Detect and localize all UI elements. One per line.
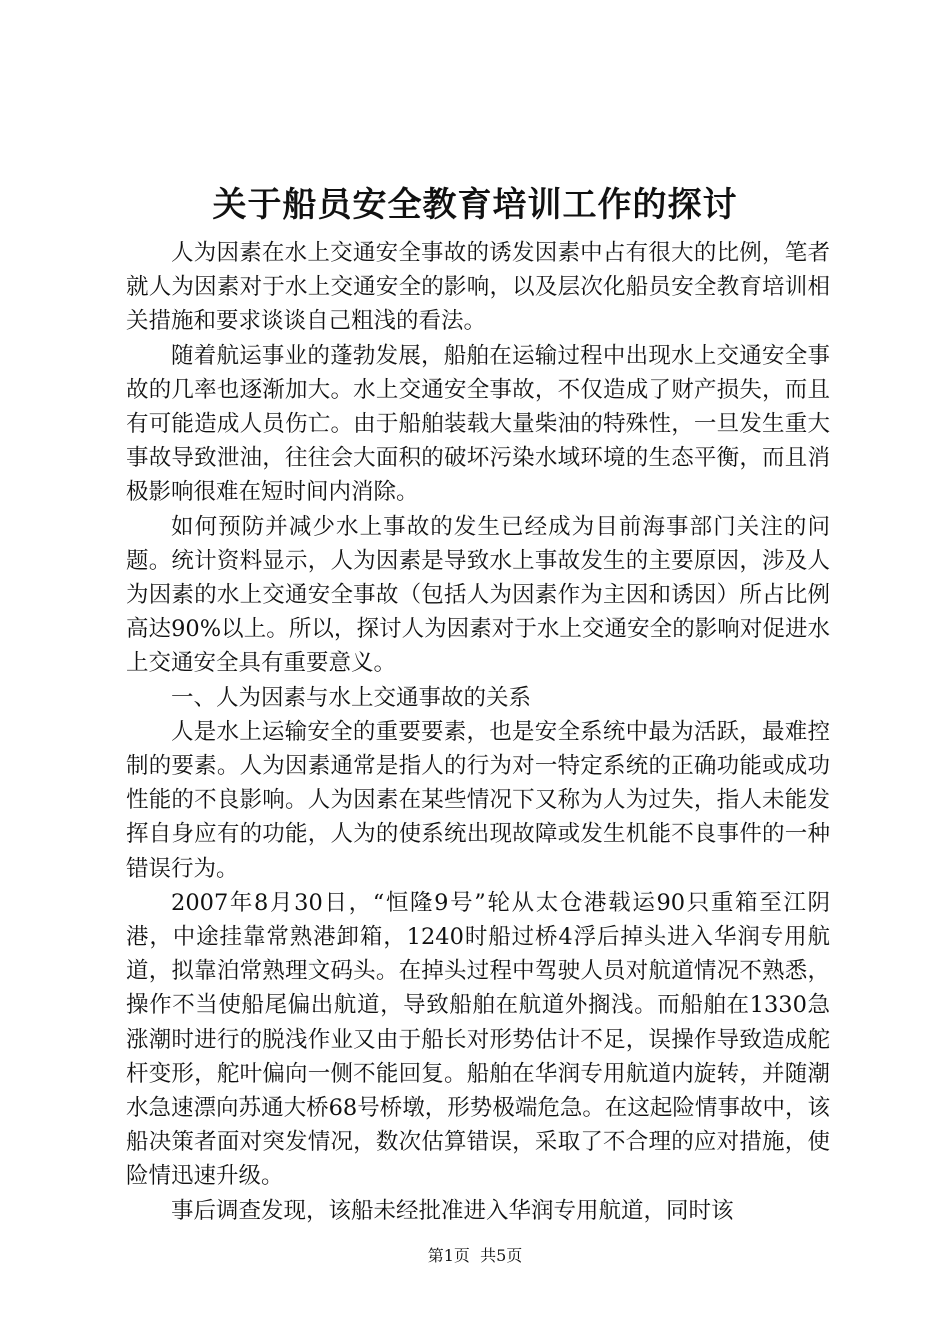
section-heading-1: 一、人为因素与水上交通事故的关系 xyxy=(171,684,532,711)
document-title: 关于船员安全教育培训工作的探讨 xyxy=(212,185,738,225)
paragraph-case-study: 2007年8月30日，“恒隆9号”轮从太仓港载运90只重箱至江阴港，中途挂靠常熟港卸箱，1240时船过桥4浮后掉头进入华润专用航道，拟靠泊常熟理文码头。在掉头过程中驾驶人员对航道情况不熟悉，操作不当使船尾偏出航道，导致船舶在航道外搁浅。而船舶在1330急涨潮时进行的脱浅作业又由于船长对形势估计不足，误操作导致造成舵杆变形，舵叶偏向一侧不能回复。船舶在华润专用航道内旋转，并随潮水急速漂向苏通大桥68号桥墩，形势极端危急。在这起险情事故中，该船决策者面对突发情况，数次估算错误，采取了不合理的应对措施，使险情迅速升级。 xyxy=(126,889,830,1190)
page-number: 第1页 xyxy=(427,1246,470,1265)
document-body xyxy=(126,236,830,1228)
paragraph-intro: 人为因素在水上交通安全事故的诱发因素中占有很大的比例，笔者就人为因素对于水上交通安全的影响，以及层次化船员安全教育培训相关措施和要求谈谈自己粗浅的看法。 xyxy=(126,240,830,335)
paragraph-background: 随着航运事业的蓬勃发展，船舶在运输过程中出现水上交通安全事故的几率也逐渐加大。水上交通安全事故，不仅造成了财产损失，而且有可能造成人员伤亡。由于船舶装载大量柴油的特殊性，一旦发生重大事故导致泄油，往往会大面积的破坏污染水域环境的生态平衡，而且消极影响很难在短时间内消除。 xyxy=(126,342,830,506)
paragraph-human-factor: 人是水上运输安全的重要要素，也是安全系统中最为活跃，最难控制的要素。人为因素通常是指人的行为对一特定系统的正确功能或成功性能的不良影响。人为因素在某些情况下又称为人为过失，指人未能发挥自身应有的功能，人为的使系统出现故障或发生机能不良事件的一种错误行为。 xyxy=(126,718,830,882)
paragraph-investigation: 事后调查发现，该船未经批准进入华润专用航道，同时该 xyxy=(171,1197,734,1224)
paragraph-statistics: 如何预防并减少水上事故的发生已经成为目前海事部门关注的问题。统计资料显示，人为因素是导致水上事故发生的主要原因，涉及人为因素的水上交通安全事故（包括人为因素作为主因和诱因）所占比例高达90%以上。所以，探讨人为因素对于水上交通安全的影响对促进水上交通安全具有重要意义。 xyxy=(126,513,830,677)
page-footer xyxy=(0,1244,950,1268)
page-total: 共5页 xyxy=(480,1246,523,1265)
